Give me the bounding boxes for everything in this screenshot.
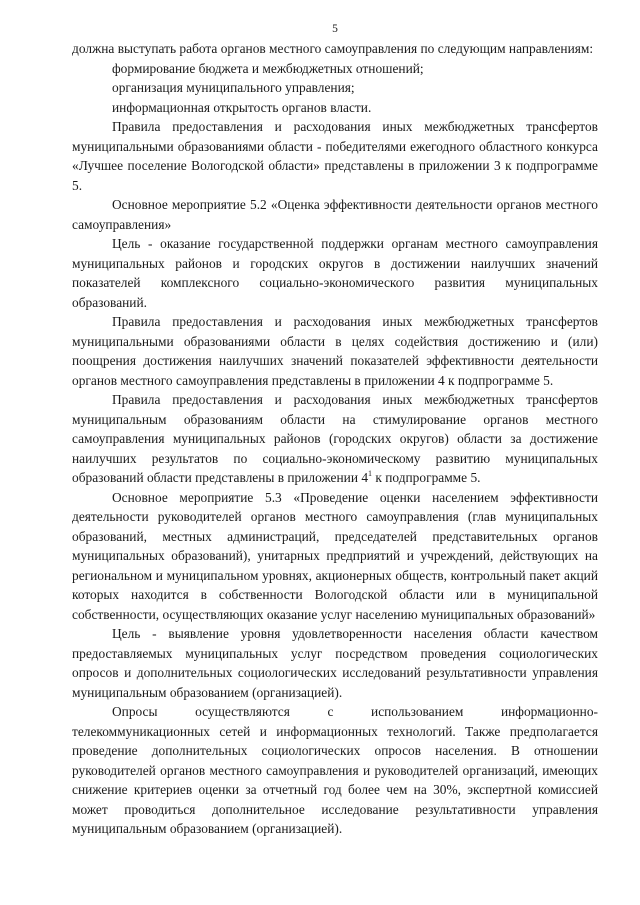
paragraph-rules-stimulation-text: Правила предоставления и расходования иных межбюджетных трансфертов муниципальным образованиям области на стимулирование органов местного самоуправления муниципальных районов (городских округов) области за достижение наилучших результатов по социально-экономическому развитию муниципальных образований области представлены в приложении 4 — [72, 392, 598, 485]
paragraph-rules-stimulation — [72, 390, 598, 488]
page-number: 5 — [332, 23, 338, 35]
list-item-openness: информационная открытость органов власти. — [112, 99, 372, 115]
paragraph-goal-5-3: Цель - выявление уровня удовлетворенности населения области качеством предоставляемых муниципальных услуг посредством проведения социологических опросов и дополнительных социологических исследований результативности управления муниципальным образованием (организацией). — [72, 626, 598, 700]
list-item-municipal-management: организация муниципального управления; — [112, 80, 355, 95]
paragraph-rules-contest: Правила предоставления и расходования иных межбюджетных трансфертов муниципальными образованиями области - победителями ежегодного областного конкурса «Лучшее поселение Вологодской области» представлены в приложении 3 к подпрограмме 5. — [72, 119, 598, 193]
paragraph-surveys-rest: телекоммуникационных сетей и информационных технологий. Также предполагается проведение дополнительных социологических опросов населения. В отношении руководителей органов местного самоуправления и руководителей организаций, имеющих снижение критериев оценки за отчетный год более чем на 30%, экспертной комиссией может проводиться дополнительное исследование результативности управления муниципальным образованием (организацией). — [72, 723, 598, 836]
superscript-mark: 1 — [368, 469, 373, 478]
paragraph-rules-efficiency: Правила предоставления и расходования иных межбюджетных трансфертов муниципальными образованиями области в целях содействия достижению и (или) поощрения достижения наилучших значений показателей эффективности деятельности органов местного самоуправления представлены в приложении 4 к подпрограмме 5. — [72, 314, 598, 388]
paragraph-goal-5-2: Цель - оказание государственной поддержки органам местного самоуправления муниципальных районов и городских округов в достижении наилучших значений показателей комплексного социально-экономического развития муниципальных образований. — [72, 236, 598, 310]
paragraph-rules-stimulation-tail: к подпрограмме 5. — [372, 470, 481, 485]
paragraph-surveys-first-line: Опросы осуществляются с использованием информационно- — [112, 704, 598, 719]
list-item-budget: формирование бюджета и межбюджетных отношений; — [112, 60, 424, 76]
paragraph-measure-5-2: Основное мероприятие 5.2 «Оценка эффективности деятельности органов местного самоуправления» — [72, 197, 598, 232]
paragraph-continuation: должна выступать работа органов местного самоуправления по следующим направлениям: — [72, 41, 594, 56]
paragraph-measure-5-3: Основное мероприятие 5.3 «Проведение оценки населением эффективности деятельности руководителей органов местного самоуправления (глав муниципальных образований, местных администраций, председателей представительных органов муниципальных образований), унитарных предприятий и учреждений, действующих на региональном и муниципальном уровнях, акционерных обществ, контрольный пакет акций которых находится в собственности Вологодской области или в муниципальной собственности, осуществляющих оказание услуг населению муниципальных образований» — [72, 489, 598, 622]
